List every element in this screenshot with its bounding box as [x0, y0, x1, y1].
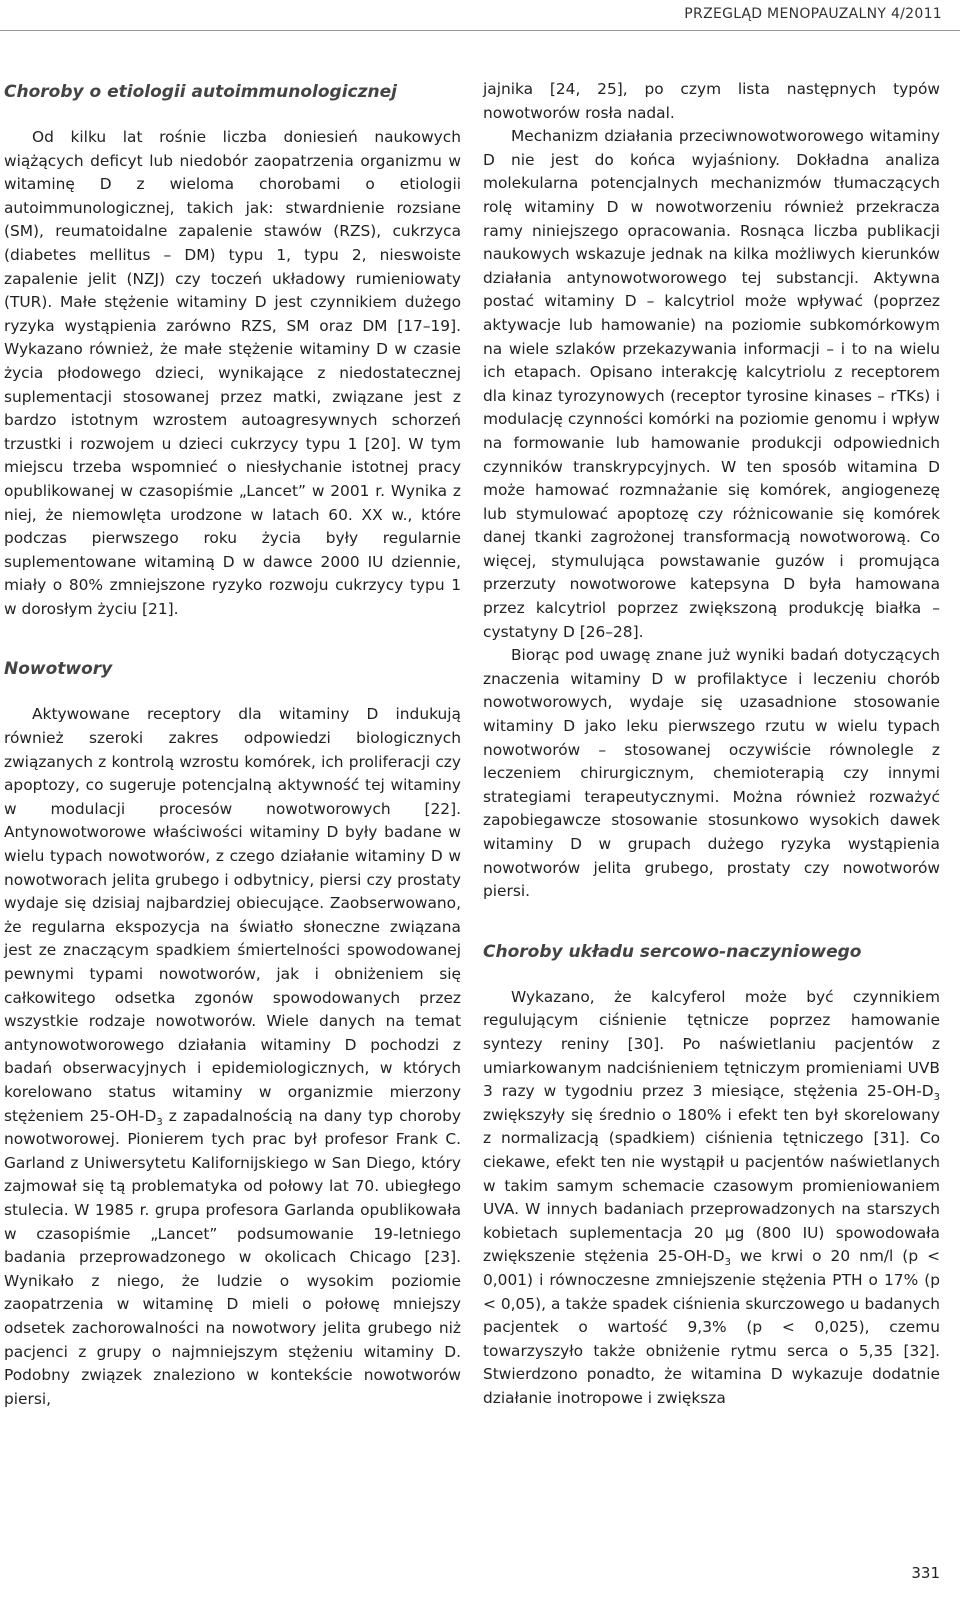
- paragraph-cardiovascular: [483, 986, 940, 1411]
- paragraph-therapy: Biorąc pod uwagę znane już wyniki badań dotyczących znaczenia witaminy D w profilaktyce i leczeniu chorób nowotworowych, wydaje się uzasadnione stosowanie witaminy D jako leku pierwszego rzutu w wielu typach nowotworów – stosowanej oczywiście równolegle z leczeniem chirurgicznym, chemioterapią czy innymi strategiami terapeutycznymi. Można również rozważyć zapobiegawcze stosowanie stosunkowo wysokich dawek witaminy D w grupach dużego ryzyka wystąpienia nowotworów jelita grubego, prostaty czy nowotworów piersi.: [483, 646, 940, 901]
- paragraph-continued: jajnika [24, 25], po czym lista następnych typów nowotworów rosła nadal.: [483, 80, 940, 122]
- paragraph-cancer-part-b: z zapadalnością na dany typ choroby nowotworowej. Pionierem tych prac był profesor Frank C. Garland z Uniwersytetu Kalifornijskiego w San Diego, który zajmował się tą problematyka od połowy lat 70. ubiegłego stulecia. W 1985 r. grupa profesora Garlanda opublikowała w czasopiśmie „Lancet” podsumowanie 19-letniego badania przeprowadzonego w okolicach Chicago [23]. Wynikało z niego, że ludzie o wysokim poziomie zaopatrzenia w witaminę D mieli o połowę mniejszy odsetek zachorowalności na nowotwory jelita grubego niż pacjenci z grupy o najmniejszym stężeniu witaminy D. Podobny związek znaleziono w kontekście nowotworów piersi,: [4, 1106, 461, 1408]
- header-rule: [0, 30, 960, 31]
- paragraph-cancer: [4, 703, 461, 1411]
- right-column: [483, 78, 940, 1410]
- page-number: 331: [911, 1564, 940, 1582]
- paragraph-cardio-part-a: Wykazano, że kalcyferol może być czynnikiem regulującym ciśnienie tętnicze poprzez hamowanie syntezy reniny [30]. Po naświetlaniu pacjentów z umiarkowanym nadciśnieniem tętniczym promieniami UVB 3 razy w tygodniu przez 3 miesiące, stężenia 25-OH-D: [483, 987, 940, 1101]
- subscript-3: 3: [156, 1116, 163, 1128]
- paragraph-cardio-part-c: we krwi o 20 nm/l (p < 0,001) i równoczesne zmniejszenie stężenia PTH o 17% (p < 0,05), a także spadek ciśnienia skurczowego u badanych pacjentek o wartość 9,3% (p < 0,025), czemu towarzyszyło także obniżenie rytmu serca o 5,35 [32]. Stwierdzono ponadto, że witamina D wykazuje dodatnie działanie inotropowe i zwiększa: [483, 1247, 940, 1407]
- subscript-3: 3: [724, 1257, 731, 1269]
- paragraph-cardio-part-b: zwiększyły się średnio o 180% i efekt ten był skorelowany z normalizacją (spadkiem) ciśnienia tętniczego [31]. Co ciekawe, efekt ten nie wystąpił u pacjentów naświetlanych w takim samym schemacie czasowym promieniowaniem UVA. W innych badaniach przeprowadzonych na starszych kobietach suplementacja 20 μg (800 IU) spowodowała zwiększenie stężenia 25-OH-D: [483, 1105, 940, 1266]
- paragraph-autoimmune: Od kilku lat rośnie liczba doniesień naukowych wiążących deficyt lub niedobór zaopatrzenia organizmu w witaminę D z wieloma chorobami o etiologii autoimmunologicznej, takich jak: stwardnienie rozsiane (SM), reumatoidalne zapalenie stawów (RZS), cukrzyca (diabetes mellitus – DM) typu 1, typu 2, nieswoiste zapalenie jelit (NZJ) czy toczeń układowy rumieniowaty (TUR). Małe stężenie witaminy D jest czynnikiem dużego ryzyka wystąpienia zarówno RZS, SM oraz DM [17–19]. Wykazano również, że małe stężenie witaminy D w czasie życia płodowego dzieci, wynikające z niedostatecznej suplementacji stosowanej przez matki, związane jest z bardzo istotnym wzrostem autoagresywnych schorzeń trzustki i rozwojem u dzieci cukrzycy typu 1 [20]. W tym miejscu trzeba wspomnieć o niesłychanie istotnej pracy opublikowanej w czasopiśmie „Lancet” w 2001 r. Wynika z niej, że niemowlęta urodzone w latach 60. XX w., które podczas pierwszego roku życia były regularnie suplementowane witaminą D w dawce 2000 IU dziennie, miały o 80% zmniejszone ryzyko rozwoju cukrzycy typu 1 w dorosłym życiu [21].: [4, 128, 461, 618]
- left-column: [4, 78, 461, 1411]
- section-heading-cardiovascular: Choroby układu sercowo-naczyniowego: [483, 941, 862, 962]
- paragraph-mechanism: Mechanizm działania przeciwnowotworowego witaminy D nie jest do końca wyjaśniony. Dokładna analiza molekularna potencjalnych mechanizmów tłumaczących rolę witaminy D w nowotworzeniu również przekracza ramy niniejszego opracowania. Rosnąca liczba publikacji naukowych wskazuje jednak na kilka możliwych kierunków działania antynowotworowego tej substancji. Aktywna postać witaminy D – kalcytriol może wpływać (poprzez aktywacje lub hamowanie) na poziomie subkomórkowym na wiele szlaków przekazywania informacji – i to na wielu ich etapach. Opisano interakcję kalcytriolu z receptorem dla kinaz tyrozynowych (receptor tyrosine kinases – rTKs) i modulację czynności komórki na poziomie genomu i wpływ na formowanie lub hamowanie produkcji odpowiednich czynników transkrypcyjnych. W ten sposób witamina D może hamować rozmnażanie się komórek, angiogenezę lub stymulować apoptozę czy różnicowanie się komórek danej tkanki zagrożonej transformacją nowotworową. Co więcej, stymulująca powstawanie guzów i promująca przerzuty nowotworowe katepsyna D była hamowana przez kalcytriol poprzez zwiększoną produkcję białka – cystatyny D [26–28].: [483, 127, 940, 641]
- paragraph-cancer-part-a: Aktywowane receptory dla witaminy D indukują również szeroki zakres odpowiedzi biologicznych związanych z kontrolą wzrostu komórek, ich proliferacji czy apoptozy, co sugeruje potencjalną aktywność tej witaminy w modulacji procesów nowotworowych [22]. Antynowotworowe właściwości witaminy D były badane w wielu typach nowotworów, z czego działanie witaminy D w nowotworach jelita grubego i odbytnicy, piersi czy prostaty wydaje się dzisiaj najbardziej obiecujące. Zaobserwowano, że regularna ekspozycja na światło słoneczne związana jest ze znaczącym spadkiem śmiertelności spowodowanej pewnymi typami nowotworów, jak i obniżeniem się całkowitego odsetka zgonów spowodowanych przez wszystkie rodzaje nowotworów. Wiele danych na temat antynowotworowego działania witaminy D pochodzi z badań obserwacyjnych i epidemiologicznych, w których korelowano status witaminy w organizmie mierzony stężeniem 25-OH-D: [4, 705, 461, 1125]
- subscript-3: 3: [933, 1092, 940, 1104]
- running-header: PRZEGLĄD MENOPAUZALNY 4/2011: [684, 6, 942, 22]
- section-heading-autoimmune: Choroby o etiologii autoimmunologicznej: [4, 82, 397, 102]
- section-heading-cancer: Nowotwory: [4, 659, 113, 680]
